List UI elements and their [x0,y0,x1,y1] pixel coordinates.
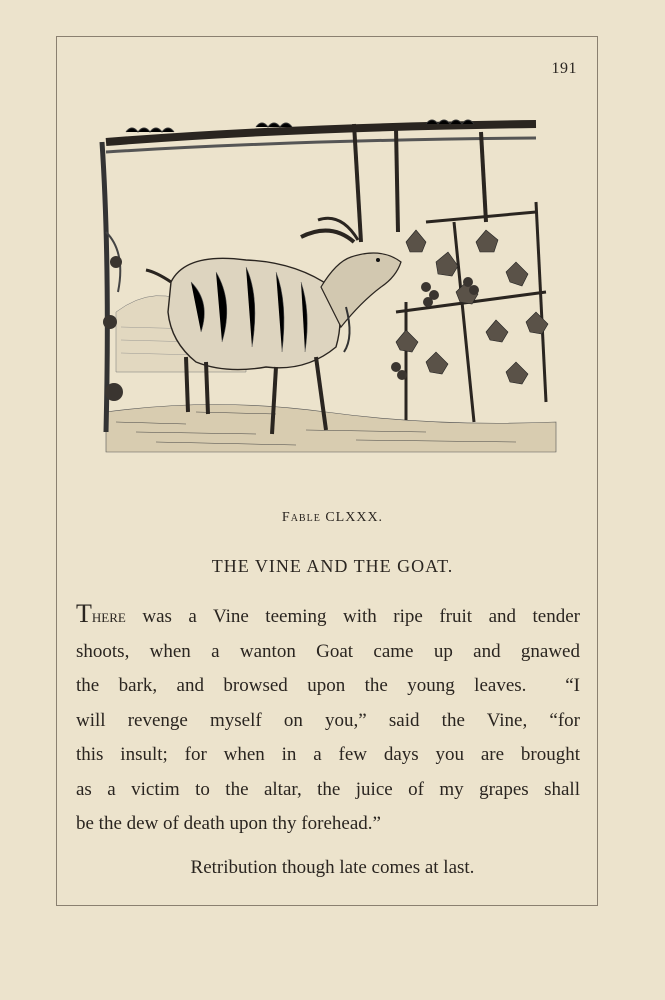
body-text: be the dew of death upon thy forehead.” [76,813,381,834]
fable-label: Fable [281,510,321,525]
fable-moral: Retribution though late comes at last. [190,857,475,878]
fable-number [0,510,665,526]
body-line [76,669,580,704]
body-line [76,600,580,635]
small-caps-word: here [91,606,126,627]
body-text: the bark, and browsed upon the young leaves. “I [76,675,580,696]
page-number: 191 [551,60,577,77]
body-line [76,773,580,808]
drop-cap: T [76,599,92,628]
fable-title: THE VINE AND THE GOAT. [211,556,454,576]
fable-numeral: CLXXX. [325,510,384,525]
body-line [76,704,580,739]
body-line [76,807,580,842]
body-line [76,635,580,670]
body-line [76,738,580,773]
body-text: will revenge myself on you,” said the Vine, “for [76,709,580,731]
body-text: was a Vine teeming with ripe fruit and tender [125,606,580,627]
fable-body [76,600,580,842]
body-text: as a victim to the altar, the juice of my grapes shall [76,778,580,800]
body-text: this insult; for when in a few days you are brought [76,744,580,765]
body-text: shoots, when a wanton Goat came up and gnawed [76,640,580,662]
goat-vine-illustration [96,112,566,462]
